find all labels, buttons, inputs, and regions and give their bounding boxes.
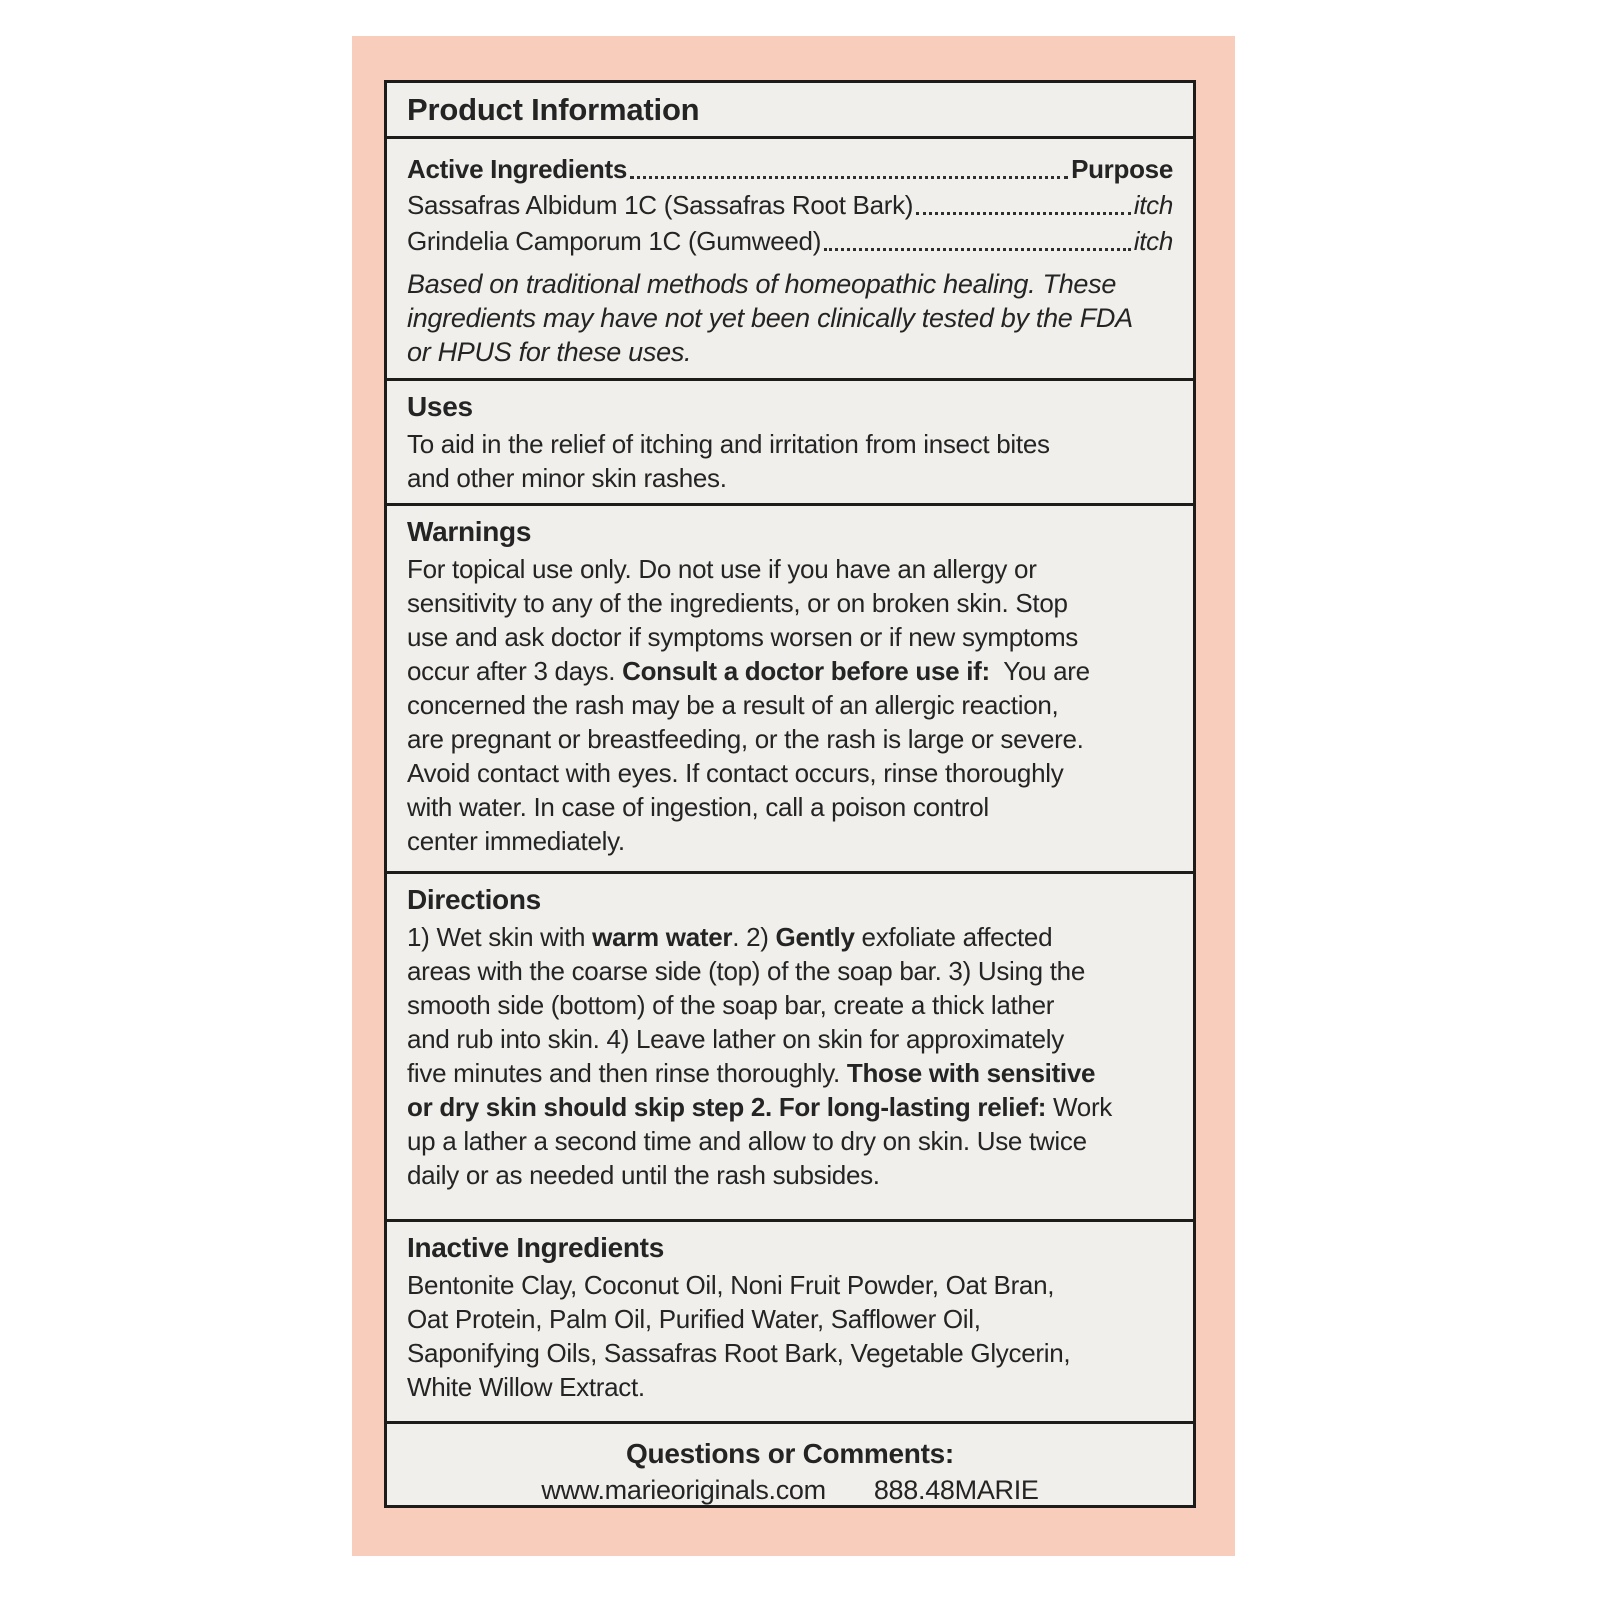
page-title: Product Information [407, 92, 700, 127]
ingredient-row [407, 187, 1173, 223]
drug-facts-label [384, 80, 1196, 1508]
ingredient-name: Sassafras Albidum 1C (Sassafras Root Bark) [407, 190, 914, 220]
warnings-text: For topical use only. Do not use if you have an allergy or sensitivity to any of the ingredients, or on broken skin. Stop use and ask doctor if symptoms worsen or if new symptoms occur after 3 days. Consult a doctor before use if: You are concerned the rash may be a result of an allergic reaction, are pregnant or breastfeeding, or the rash is large or severe. Avoid contact with eyes. If contact occurs, rinse thoroughly with water. In case of ingestion, call a poison control center immediately. [407, 554, 1090, 856]
section-uses [387, 378, 1193, 503]
leader-dots [630, 176, 1068, 179]
website-text: www.marieoriginals.com [541, 1475, 826, 1505]
uses-text: To aid in the relief of itching and irritation from insect bites and other minor skin rashes. [407, 429, 1050, 493]
active-ingredients-header-row [407, 151, 1173, 187]
section-questions-comments [387, 1421, 1193, 1508]
section-directions [387, 871, 1193, 1219]
ingredient-row [407, 223, 1173, 259]
directions-text: 1) Wet skin with warm water. 2) Gently exfoliate affected areas with the coarse side (top) of the soap bar. 3) Using the smooth side (bottom) of the soap bar, create a thick lather and rub into skin. 4) Leave lather on skin for approximately five minutes and then rinse thoroughly. Those with sensitive or dry skin should skip step 2. For long-lasting relief: Work up a lather a second time and allow to dry on skin. Use twice daily or as needed until the rash subsides. [407, 922, 1113, 1190]
leader-dots [916, 212, 1131, 215]
uses-heading: Uses [407, 391, 473, 422]
questions-heading: Questions or Comments: [626, 1438, 954, 1469]
warnings-heading: Warnings [407, 516, 532, 547]
ingredient-name: Grindelia Camporum 1C (Gumweed) [407, 226, 822, 256]
ingredient-purpose: itch [1133, 190, 1173, 220]
homeopathic-disclaimer: Based on traditional methods of homeopathic healing. These ingredients may have not yet been clinically tested by the FDA or HPUS for these uses. [407, 269, 1133, 367]
contact-row [407, 1475, 1173, 1506]
section-warnings [387, 503, 1193, 871]
inactive-ingredients-text: Bentonite Clay, Coconut Oil, Noni Fruit Powder, Oat Bran, Oat Protein, Palm Oil, Purified Water, Safflower Oil, Saponifying Oils, Sassafras Root Bark, Vegetable Glycerin, White Willow Extract. [407, 1270, 1071, 1402]
inactive-ingredients-heading: Inactive Ingredients [407, 1232, 664, 1263]
active-ingredients-heading: Active Ingredients [407, 154, 627, 184]
phone-text: 888.48MARIE [873, 1475, 1039, 1505]
directions-heading: Directions [407, 884, 541, 915]
section-inactive-ingredients [387, 1219, 1193, 1421]
section-product-information [387, 83, 1193, 136]
purpose-heading: Purpose [1071, 154, 1173, 184]
ingredient-purpose: itch [1133, 226, 1173, 256]
section-active-ingredients [387, 136, 1193, 378]
product-box-panel [352, 36, 1235, 1556]
leader-dots [824, 248, 1131, 251]
